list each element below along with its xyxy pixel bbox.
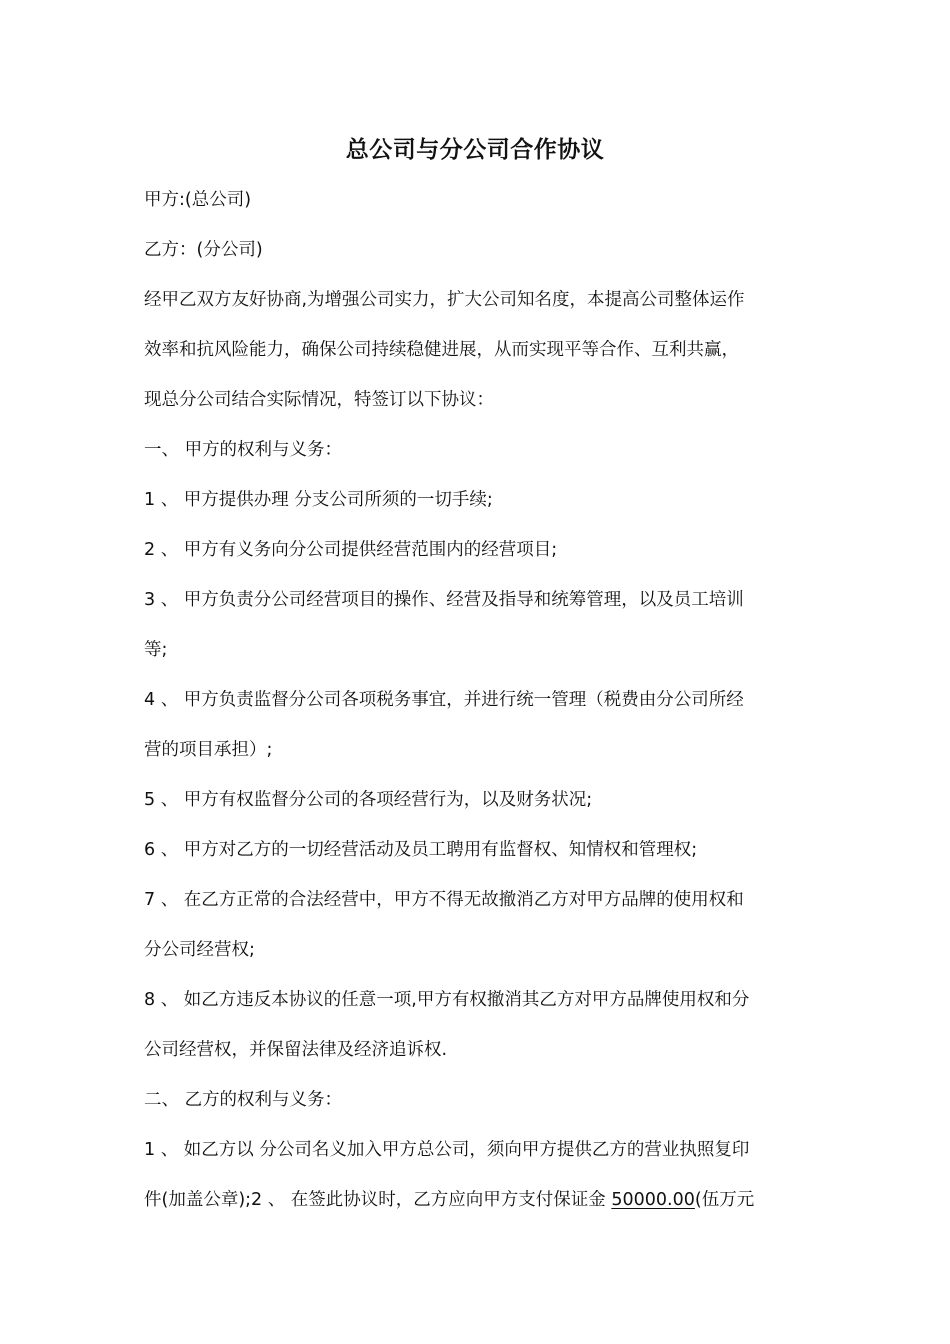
clause-b2-text-after: (伍万元: [694, 1190, 755, 1210]
document-title: 总公司与分公司合作协议: [345, 137, 605, 163]
clause-a8-line-2: 公司经营权，并保留法律及经济追诉权.: [144, 1040, 448, 1060]
clause-a6: 6 、 甲方对乙方的一切经营活动及员工聘用有监督权、知情权和管理权;: [144, 840, 698, 860]
clause-a7-line-1: 7 、 在乙方正常的合法经营中，甲方不得无故撤消乙方对甲方品牌的使用权和: [144, 890, 744, 910]
clause-a8-line-1: 8 、 如乙方违反本协议的任意一项,甲方有权撤消其乙方对甲方品牌使用权和分: [144, 990, 750, 1010]
preamble-line-1: 经甲乙双方友好协商,为增强公司实力，扩大公司知名度，本提高公司整体运作: [144, 290, 745, 310]
clause-a3-line-2: 等;: [144, 640, 168, 660]
clause-b1-b2-line: [144, 1187, 814, 1213]
clause-b2-text-before: 件(加盖公章);2 、 在签此协议时，乙方应向甲方支付保证金: [144, 1190, 612, 1210]
section-two-heading: 二、 乙方的权利与义务：: [144, 1090, 343, 1110]
clause-a4-line-2: 营的项目承担）;: [144, 740, 273, 760]
clause-a4-line-1: 4 、 甲方负责监督分公司各项税务事宜，并进行统一管理（税费由分公司所经: [144, 690, 744, 710]
clause-a5: 5 、 甲方有权监督分公司的各项经营行为，以及财务状况;: [144, 790, 593, 810]
party-b-line: 乙方：(分公司): [144, 240, 263, 260]
clause-a2: 2 、 甲方有义务向分公司提供经营范围内的经营项目;: [144, 540, 558, 560]
party-a-line: 甲方:(总公司): [144, 190, 252, 210]
clause-a3-line-1: 3 、 甲方负责分公司经营项目的操作、经营及指导和统筹管理，以及员工培训: [144, 590, 744, 610]
section-one-heading: 一、 甲方的权利与义务：: [144, 440, 343, 460]
preamble-line-2: 效率和抗风险能力，确保公司持续稳健进展，从而实现平等合作、互利共赢，: [144, 340, 739, 360]
clause-a7-line-2: 分公司经营权;: [144, 940, 255, 960]
clause-a1: 1 、 甲方提供办理 分支公司所须的一切手续;: [144, 490, 493, 510]
clause-b1-line-1: 1 、 如乙方以 分公司名义加入甲方总公司，须向甲方提供乙方的营业执照复印: [144, 1140, 750, 1160]
preamble-line-3: 现总分公司结合实际情况，特签订以下协议：: [144, 390, 494, 410]
deposit-amount: 50000.00: [611, 1190, 695, 1210]
